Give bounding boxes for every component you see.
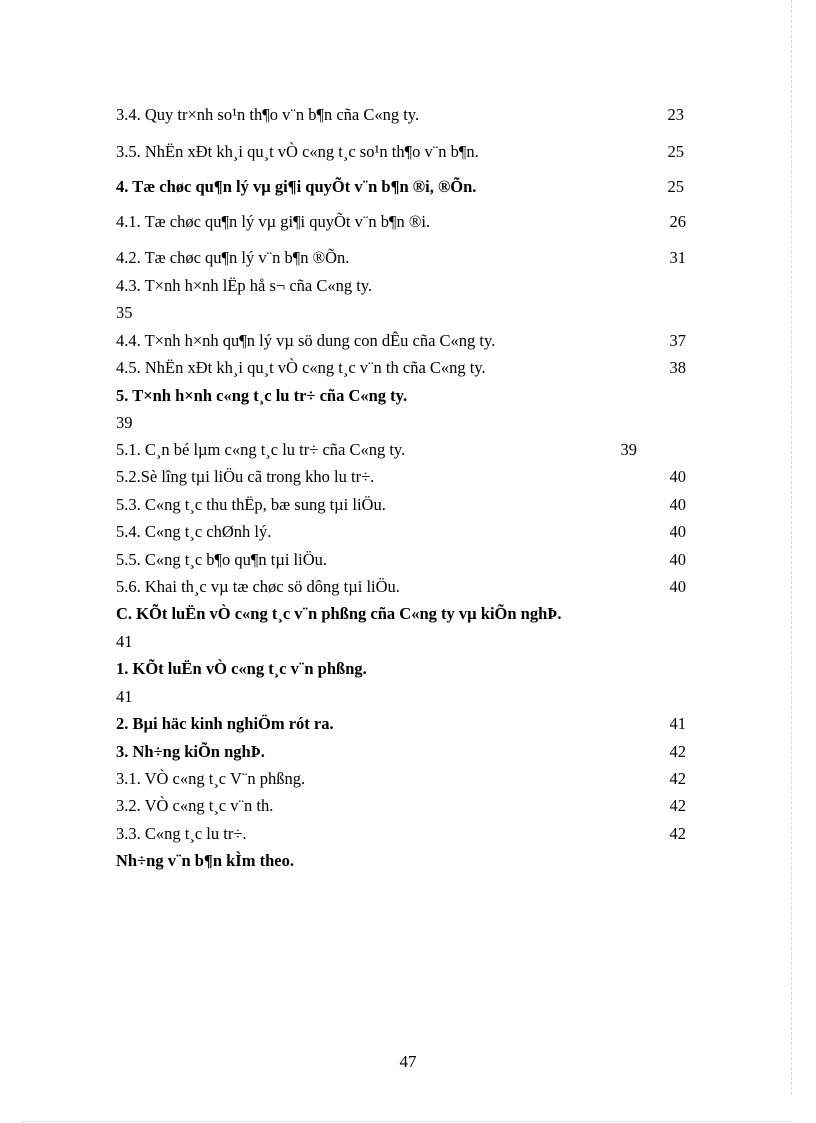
toc-entry-text: 1. KÕt luËn vÒ c«ng t¸c v¨n phßng. (116, 659, 367, 678)
toc-entry-text: 5.6. Khai th¸c vµ tæ chøc sö dông tµi liÖu. (116, 577, 400, 596)
toc-entry-text: 4. Tæ chøc qu¶n lý vµ gi¶i quyÕt v¨n b¶n ®i, ®Õn. (116, 177, 477, 196)
toc-entry-page: 25 (667, 177, 684, 196)
page-border-right (791, 0, 792, 1095)
toc-entry-text: 5. T×nh h×nh c«ng t¸c lu tr÷ cña C«ng ty. (116, 386, 408, 405)
toc-entry-page: 40 (669, 467, 686, 486)
toc-entry-page: 40 (669, 577, 686, 596)
toc-entry-page: 41 (669, 714, 686, 733)
toc-entry-text: 5.1. C¸n bé lµm c«ng t¸c lu tr÷ cña C«ng ty. (116, 440, 406, 459)
toc-entry-text: 3.2. VÒ c«ng t¸c v¨n th. (116, 796, 274, 815)
toc-entry-text: 41 (116, 687, 133, 706)
toc-entry-page: 40 (669, 550, 686, 569)
toc-entry-page: 40 (669, 522, 686, 541)
toc-entry-text: 39 (116, 413, 133, 432)
toc-entry-page: 42 (669, 769, 686, 788)
toc-entry-text: 5.4. C«ng t¸c chØnh lý. (116, 522, 272, 541)
page-number: 47 (399, 1052, 417, 1071)
toc-entry-text: 4.2. Tæ chøc qu¶n lý v¨n b¶n ®Õn. (116, 248, 350, 267)
toc-entry-text: 3.3. C«ng t¸c lu tr÷. (116, 824, 247, 843)
toc-entry-page: 26 (669, 212, 686, 231)
toc-entry-text: 35 (116, 303, 133, 322)
toc-entry-page: 37 (669, 331, 686, 350)
toc-entry-page: 39 (620, 440, 637, 459)
toc-entry-page: 40 (669, 495, 686, 514)
toc-entry-text: 3. Nh÷ng kiÕn nghÞ. (116, 742, 265, 761)
toc-entry-text: 3.4. Quy tr×nh so¹n th¶o v¨n b¶n cña C«ng ty. (116, 105, 420, 124)
toc-entry-page: 42 (669, 742, 686, 761)
toc-entry-text: 5.5. C«ng t¸c b¶o qu¶n tµi liÖu. (116, 550, 327, 569)
toc-entry-text: 3.1. VÒ c«ng t¸c V¨n phßng. (116, 769, 306, 788)
toc-entry-page: 23 (667, 105, 684, 124)
toc-entry-text: 5.2.Sè lîng tµi liÖu cã trong kho lu tr÷. (116, 467, 375, 486)
toc-entry-text: 5.3. C«ng t¸c thu thËp, bæ sung tµi liÖu. (116, 495, 386, 514)
toc-entry-text: 4.3. T×nh h×nh lËp hå s¬ cña C«ng ty. (116, 276, 373, 295)
toc-entry-text: 4.1. Tæ chøc qu¶n lý vµ gi¶i quyÕt v¨n b¶n ®i. (116, 212, 431, 231)
toc-entry-text: C. KÕt luËn vÒ c«ng t¸c v¨n phßng cña C«ng ty vµ kiÕn nghÞ. (116, 604, 562, 623)
toc-entry-text: 4.5. NhËn xÐt kh¸i qu¸t vÒ c«ng t¸c v¨n th cña C«ng ty. (116, 358, 486, 377)
toc-entry-page: 42 (669, 796, 686, 815)
toc-entry-page: 38 (669, 358, 686, 377)
toc-entry-page: 25 (667, 142, 684, 161)
toc-entry-page: 31 (669, 248, 686, 267)
toc-entry-text: 2. Bµi häc kinh nghiÖm rót ra. (116, 714, 334, 733)
toc-entry-text: 41 (116, 632, 133, 651)
toc-entry-text: 4.4. T×nh h×nh qu¶n lý vµ sö dung con dÊu cña C«ng ty. (116, 331, 496, 350)
toc-entry-page: 42 (669, 824, 686, 843)
toc-entry-text: 3.5. NhËn xÐt kh¸i qu¸t vÒ c«ng t¸c so¹n th¶o v¨n b¶n. (116, 142, 479, 161)
page-border-bottom (22, 1121, 794, 1122)
toc-entry-text: Nh÷ng v¨n b¶n kÌm theo. (116, 851, 294, 870)
